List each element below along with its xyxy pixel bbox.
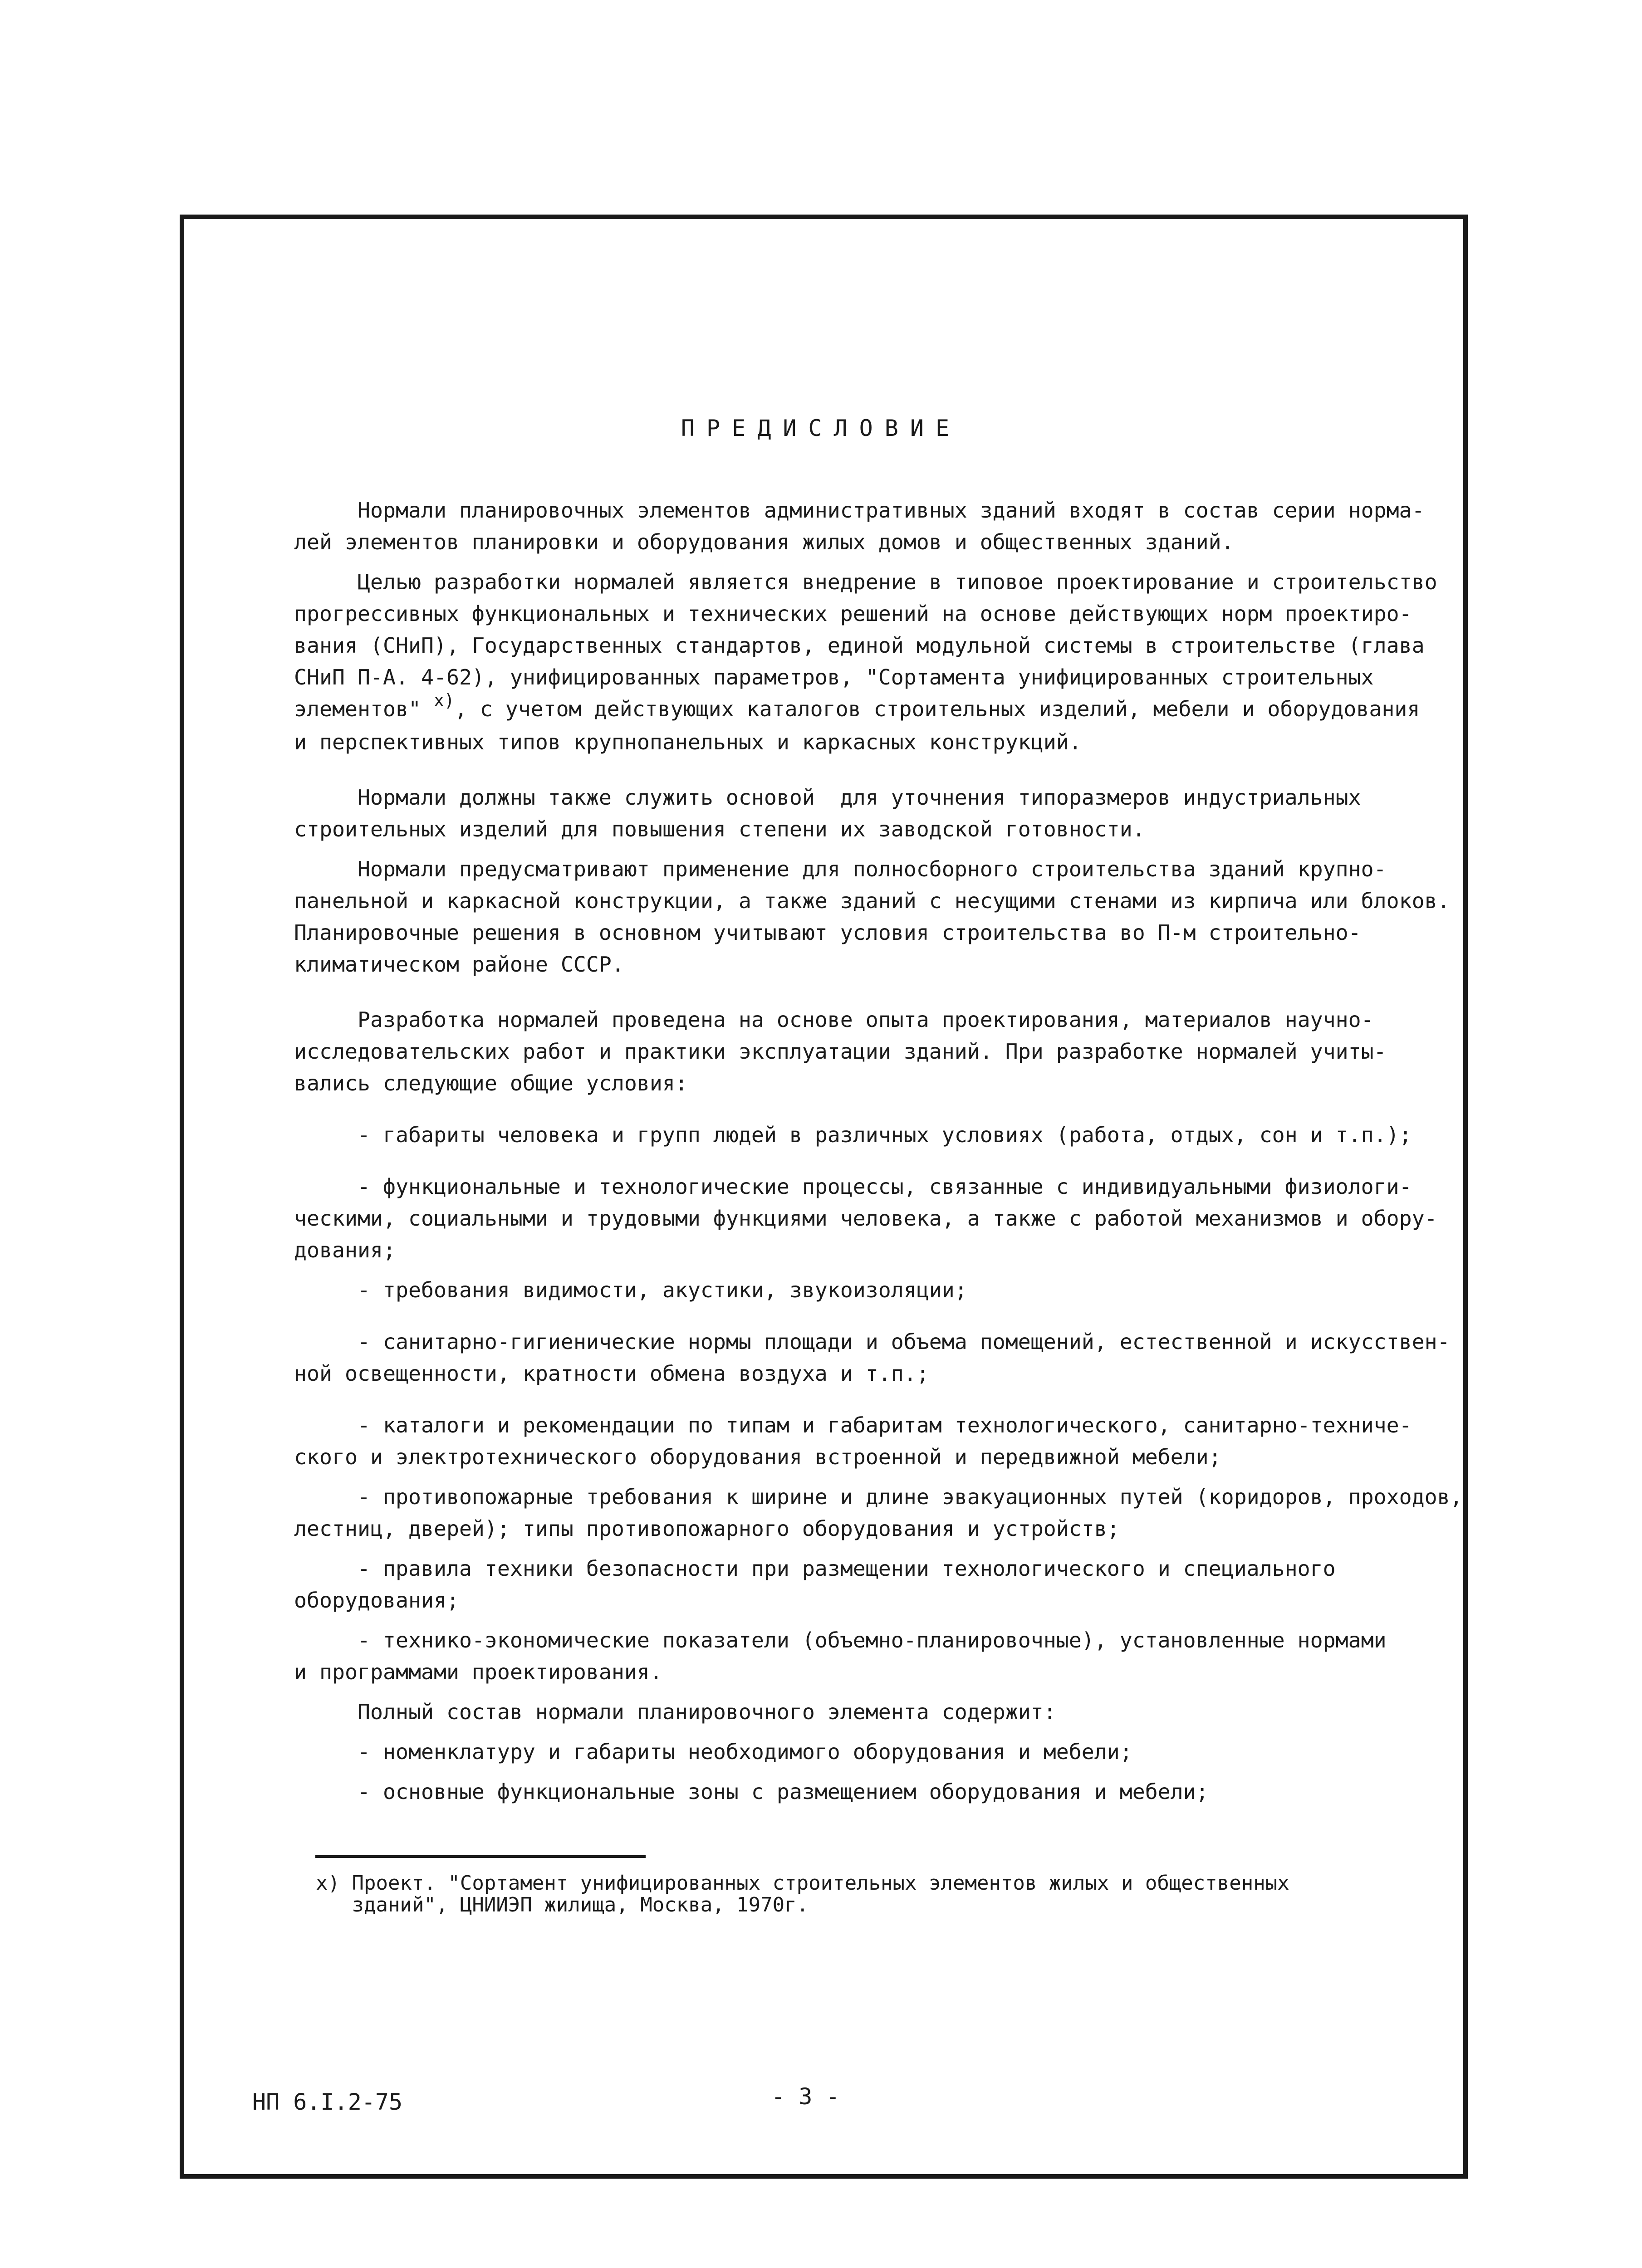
- page-number: - 3 -: [771, 2083, 840, 2110]
- list-item-continuation: ческими, социальными и трудовыми функциями человека, а также с работой механизмов и обору-: [294, 1206, 1437, 1231]
- list-item: - санитарно-гигиенические нормы площади и объема помещений, естественной и искусствен-: [294, 1330, 1450, 1354]
- list-item: - требования видимости, акустики, звукоизоляции;: [294, 1278, 967, 1302]
- document-code: НП 6.I.2-75: [252, 2089, 403, 2115]
- footnote: [316, 1872, 1289, 1916]
- paragraph-line: вания (СНиП), Государственных стандартов, единой модульной системы в строительстве (глава: [294, 633, 1425, 658]
- paragraph-text: элементов": [294, 697, 434, 721]
- paragraph-line: Нормали должны также служить основой для уточнения типоразмеров индустриальных: [294, 785, 1361, 810]
- list-item-continuation: дования;: [294, 1238, 396, 1262]
- paragraph-line: климатическом районе СССР.: [294, 952, 624, 977]
- list-item-continuation: ского и электротехнического оборудования встроенной и передвижной мебели;: [294, 1445, 1221, 1469]
- page-title: ПРЕДИСЛОВИЕ: [681, 415, 961, 441]
- list-item: - основные функциональные зоны с размещением оборудования и мебели;: [294, 1779, 1209, 1804]
- paragraph-line: панельной и каркасной конструкции, а также зданий с несущими стенами из кирпича или блоков.: [294, 889, 1450, 913]
- footnote-line: х) Проект. "Сортамент унифицированных строительных элементов жилых и общественных: [316, 1872, 1289, 1895]
- paragraph-line: и перспективных типов крупнопанельных и каркасных конструкций.: [294, 730, 1082, 754]
- list-item: - номенклатуру и габариты необходимого оборудования и мебели;: [294, 1740, 1132, 1764]
- paragraph-line: СНиП П-А. 4-62), унифицированных параметров, "Сортамента унифицированных строительных: [294, 665, 1374, 689]
- list-item: - габариты человека и групп людей в различных условиях (работа, отдых, сон и т.п.);: [294, 1123, 1412, 1147]
- paragraph-line: Нормали предусматривают применение для полносборного строительства зданий крупно-: [294, 857, 1387, 881]
- list-item-continuation: и программами проектирования.: [294, 1660, 662, 1684]
- list-item: - каталоги и рекомендации по типам и габаритам технологического, санитарно-техниче-: [294, 1413, 1412, 1437]
- paragraph-line: лей элементов планировки и оборудования жилых домов и общественных зданий.: [294, 530, 1234, 554]
- footnote-divider: [315, 1855, 646, 1858]
- list-item-continuation: ной освещенности, кратности обмена воздуха и т.п.;: [294, 1361, 929, 1386]
- paragraph-line: Разработка нормалей проведена на основе опыта проектирования, материалов научно-: [294, 1007, 1374, 1032]
- list-item: - технико-экономические показатели (объемно-планировочные), установленные нормами: [294, 1628, 1387, 1652]
- paragraph-line: Нормали планировочных элементов административных зданий входят в состав серии норма-: [294, 498, 1425, 523]
- paragraph-line: Целью разработки нормалей является внедрение в типовое проектирование и строительство: [294, 570, 1437, 594]
- paragraph-line-with-footnote-ref: [294, 690, 1456, 726]
- paragraph-line: Планировочные решения в основном учитывают условия строительства во П-м строительно-: [294, 920, 1361, 945]
- paragraph-line: строительных изделий для повышения степени их заводской готовности.: [294, 817, 1145, 841]
- list-item-continuation: лестниц, дверей); типы противопожарного оборудования и устройств;: [294, 1516, 1120, 1541]
- footnote-reference: х): [433, 690, 455, 710]
- list-item: - функциональные и технологические процессы, связанные с индивидуальными физиологи-: [294, 1174, 1412, 1199]
- paragraph-line: прогрессивных функциональных и технических решений на основе действующих норм проектиро-: [294, 601, 1412, 626]
- list-item: - противопожарные требования к ширине и длине эвакуационных путей (коридоров, проходов,: [294, 1485, 1463, 1509]
- body-text: [294, 494, 1463, 1808]
- footnote-line: зданий", ЦНИИЭП жилища, Москва, 1970г.: [316, 1893, 809, 1916]
- paragraph-line: вались следующие общие условия:: [294, 1071, 688, 1095]
- paragraph-line: Полный состав нормали планировочного элемента содержит:: [294, 1700, 1056, 1724]
- list-item-continuation: оборудования;: [294, 1588, 459, 1613]
- paragraph-line: исследовательских работ и практики эксплуатации зданий. При разработке нормалей учиты-: [294, 1039, 1387, 1064]
- list-item: - правила техники безопасности при размещении технологического и специального: [294, 1556, 1336, 1581]
- paragraph-text: , с учетом действующих каталогов строительных изделий, мебели и оборудования: [454, 697, 1420, 721]
